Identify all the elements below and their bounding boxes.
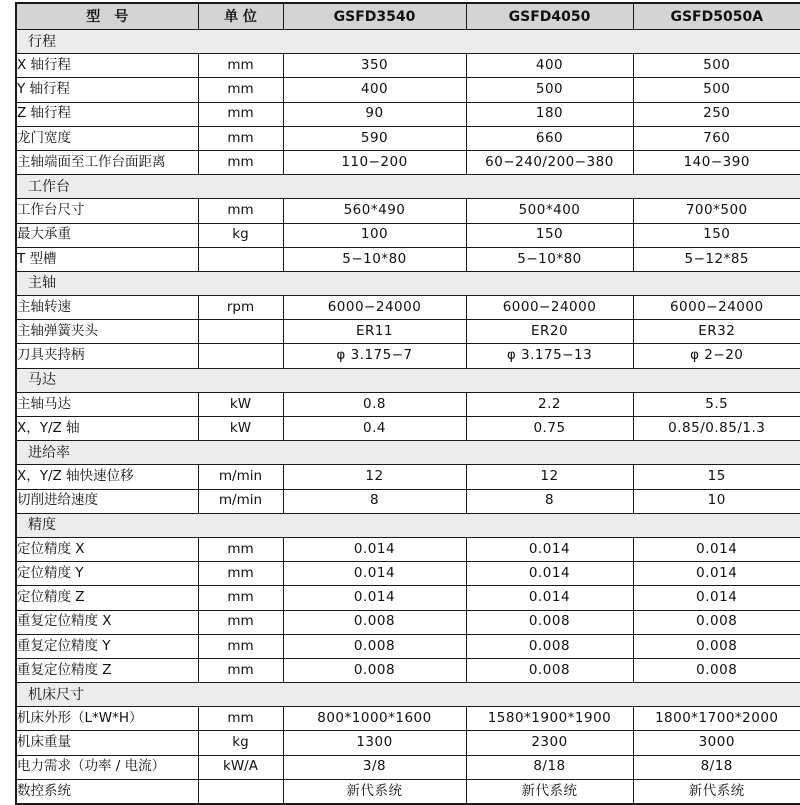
table-row (16, 78, 800, 102)
row-value-gsfd5050a: φ 2−20 (633, 344, 800, 368)
table-row (16, 126, 800, 150)
row-value-gsfd3540: 6000−24000 (283, 296, 466, 320)
row-value-gsfd4050: 8 (466, 489, 633, 513)
row-value-gsfd3540: ER11 (283, 320, 466, 344)
row-unit (198, 247, 283, 271)
row-unit: mm (198, 634, 283, 658)
row-value-gsfd5050a: 250 (633, 102, 800, 126)
row-value-gsfd3540: 0.014 (283, 537, 466, 561)
row-unit: m/min (198, 489, 283, 513)
row-label: 机床重量 (16, 731, 198, 755)
row-label: 主轴转速 (16, 296, 198, 320)
table-row (16, 562, 800, 586)
row-value-gsfd3540: 5−10*80 (283, 247, 466, 271)
row-value-gsfd5050a: 150 (633, 223, 800, 247)
table-row (16, 465, 800, 489)
row-label: 工作台尺寸 (16, 199, 198, 223)
row-unit: mm (198, 199, 283, 223)
row-value-gsfd3540: 90 (283, 102, 466, 126)
row-label: Y 轴行程 (16, 78, 198, 102)
table-row (16, 658, 800, 682)
spec-table (15, 2, 800, 805)
row-value-gsfd4050: 2300 (466, 731, 633, 755)
row-value-gsfd3540: 12 (283, 465, 466, 489)
row-value-gsfd4050: 60−240/200−380 (466, 150, 633, 174)
row-value-gsfd4050: 0.014 (466, 586, 633, 610)
header-model-gsfd3540: GSFD3540 (283, 3, 466, 30)
row-value-gsfd4050: 0.008 (466, 610, 633, 634)
row-unit: kW (198, 417, 283, 441)
section-title: 主轴 (16, 271, 800, 295)
row-value-gsfd4050: 660 (466, 126, 633, 150)
row-value-gsfd5050a: 140−390 (633, 150, 800, 174)
row-unit: mm (198, 54, 283, 78)
row-value-gsfd3540: 350 (283, 54, 466, 78)
row-label: 数控系统 (16, 779, 198, 804)
section-row (16, 513, 800, 537)
row-value-gsfd4050: 400 (466, 54, 633, 78)
row-value-gsfd4050: ER20 (466, 320, 633, 344)
header-model-gsfd5050a: GSFD5050A (633, 3, 800, 30)
section-title: 行程 (16, 30, 800, 54)
section-row (16, 683, 800, 707)
table-row (16, 247, 800, 271)
row-label: 主轴端面至工作台面距离 (16, 150, 198, 174)
row-value-gsfd5050a: 500 (633, 78, 800, 102)
row-value-gsfd4050: 0.014 (466, 562, 633, 586)
row-value-gsfd3540: 8 (283, 489, 466, 513)
row-value-gsfd4050: 150 (466, 223, 633, 247)
row-label: 切削进给速度 (16, 489, 198, 513)
row-value-gsfd5050a: 0.014 (633, 586, 800, 610)
row-unit: mm (198, 562, 283, 586)
section-row (16, 441, 800, 465)
table-row (16, 223, 800, 247)
row-value-gsfd4050: 1580*1900*1900 (466, 707, 633, 731)
row-value-gsfd4050: 12 (466, 465, 633, 489)
row-value-gsfd5050a: 760 (633, 126, 800, 150)
row-value-gsfd4050: 0.008 (466, 634, 633, 658)
row-unit: kg (198, 223, 283, 247)
row-label: X，Y/Z 轴快速位移 (16, 465, 198, 489)
header-model-gsfd4050: GSFD4050 (466, 3, 633, 30)
spec-sheet (15, 2, 800, 805)
row-value-gsfd5050a: 0.014 (633, 562, 800, 586)
row-label: 重复定位精度 X (16, 610, 198, 634)
row-unit: mm (198, 658, 283, 682)
section-row (16, 30, 800, 54)
row-value-gsfd5050a: 8/18 (633, 755, 800, 779)
row-value-gsfd5050a: 6000−24000 (633, 296, 800, 320)
table-row (16, 586, 800, 610)
row-value-gsfd5050a: 500 (633, 54, 800, 78)
row-value-gsfd3540: 110−200 (283, 150, 466, 174)
row-unit (198, 344, 283, 368)
row-value-gsfd5050a: 15 (633, 465, 800, 489)
row-label: 机床外形（L*W*H） (16, 707, 198, 731)
row-value-gsfd4050: 5−10*80 (466, 247, 633, 271)
row-value-gsfd5050a: 3000 (633, 731, 800, 755)
row-unit: m/min (198, 465, 283, 489)
section-title: 马达 (16, 368, 800, 392)
row-unit: mm (198, 102, 283, 126)
row-value-gsfd3540: φ 3.175−7 (283, 344, 466, 368)
table-row (16, 610, 800, 634)
row-label: 主轴弹簧夹头 (16, 320, 198, 344)
row-value-gsfd5050a: 1800*1700*2000 (633, 707, 800, 731)
header-unit-label: 单 位 (198, 3, 283, 30)
table-row (16, 392, 800, 416)
row-label: Z 轴行程 (16, 102, 198, 126)
section-title: 机床尺寸 (16, 683, 800, 707)
row-value-gsfd4050: 180 (466, 102, 633, 126)
table-row (16, 537, 800, 561)
row-unit: kW (198, 392, 283, 416)
row-value-gsfd3540: 0.8 (283, 392, 466, 416)
row-value-gsfd5050a: 0.008 (633, 610, 800, 634)
row-value-gsfd3540: 0.008 (283, 610, 466, 634)
row-value-gsfd5050a: 700*500 (633, 199, 800, 223)
row-label: 重复定位精度 Y (16, 634, 198, 658)
row-unit: kW/A (198, 755, 283, 779)
row-value-gsfd3540: 590 (283, 126, 466, 150)
table-row (16, 731, 800, 755)
row-value-gsfd5050a: 5−12*85 (633, 247, 800, 271)
row-label: 定位精度 Y (16, 562, 198, 586)
table-row (16, 150, 800, 174)
row-value-gsfd5050a: 新代系统 (633, 779, 800, 804)
table-row (16, 102, 800, 126)
row-value-gsfd4050: 2.2 (466, 392, 633, 416)
row-unit (198, 320, 283, 344)
row-value-gsfd3540: 3/8 (283, 755, 466, 779)
table-row (16, 634, 800, 658)
table-row (16, 320, 800, 344)
section-row (16, 175, 800, 199)
row-unit (198, 779, 283, 804)
row-value-gsfd4050: φ 3.175−13 (466, 344, 633, 368)
header-model-label: 型 号 (16, 3, 198, 30)
row-value-gsfd5050a: 0.85/0.85/1.3 (633, 417, 800, 441)
table-row (16, 707, 800, 731)
section-title: 精度 (16, 513, 800, 537)
row-value-gsfd4050: 0.75 (466, 417, 633, 441)
table-row (16, 489, 800, 513)
row-value-gsfd4050: 6000−24000 (466, 296, 633, 320)
row-label: 定位精度 Z (16, 586, 198, 610)
row-label: X 轴行程 (16, 54, 198, 78)
table-row (16, 779, 800, 804)
section-title: 工作台 (16, 175, 800, 199)
row-value-gsfd3540: 400 (283, 78, 466, 102)
row-unit: mm (198, 707, 283, 731)
row-label: 刀具夹持柄 (16, 344, 198, 368)
row-value-gsfd5050a: 0.008 (633, 658, 800, 682)
row-value-gsfd3540: 0.014 (283, 586, 466, 610)
section-row (16, 271, 800, 295)
header-row (16, 3, 800, 30)
row-unit: rpm (198, 296, 283, 320)
row-value-gsfd4050: 500*400 (466, 199, 633, 223)
row-unit: mm (198, 586, 283, 610)
row-value-gsfd5050a: ER32 (633, 320, 800, 344)
row-unit: mm (198, 150, 283, 174)
row-label: 主轴马达 (16, 392, 198, 416)
row-value-gsfd3540: 0.4 (283, 417, 466, 441)
row-unit: mm (198, 78, 283, 102)
row-value-gsfd3540: 0.014 (283, 562, 466, 586)
table-row (16, 417, 800, 441)
row-unit: mm (198, 126, 283, 150)
row-label: 最大承重 (16, 223, 198, 247)
row-value-gsfd3540: 560*490 (283, 199, 466, 223)
row-value-gsfd5050a: 10 (633, 489, 800, 513)
section-title: 进给率 (16, 441, 800, 465)
row-label: 电力需求（功率 / 电流） (16, 755, 198, 779)
row-value-gsfd3540: 0.008 (283, 634, 466, 658)
row-value-gsfd5050a: 0.014 (633, 537, 800, 561)
row-unit: mm (198, 610, 283, 634)
row-label: X，Y/Z 轴 (16, 417, 198, 441)
table-row (16, 755, 800, 779)
table-row (16, 54, 800, 78)
table-row (16, 199, 800, 223)
table-row (16, 344, 800, 368)
row-value-gsfd4050: 新代系统 (466, 779, 633, 804)
row-label: 定位精度 X (16, 537, 198, 561)
row-value-gsfd3540: 800*1000*1600 (283, 707, 466, 731)
row-value-gsfd3540: 新代系统 (283, 779, 466, 804)
row-value-gsfd5050a: 5.5 (633, 392, 800, 416)
row-value-gsfd4050: 0.014 (466, 537, 633, 561)
row-label: T 型槽 (16, 247, 198, 271)
row-value-gsfd3540: 1300 (283, 731, 466, 755)
row-unit: mm (198, 537, 283, 561)
section-row (16, 368, 800, 392)
row-value-gsfd4050: 500 (466, 78, 633, 102)
row-value-gsfd3540: 0.008 (283, 658, 466, 682)
row-label: 重复定位精度 Z (16, 658, 198, 682)
row-unit: kg (198, 731, 283, 755)
row-label: 龙门宽度 (16, 126, 198, 150)
table-row (16, 296, 800, 320)
row-value-gsfd3540: 100 (283, 223, 466, 247)
row-value-gsfd4050: 8/18 (466, 755, 633, 779)
row-value-gsfd4050: 0.008 (466, 658, 633, 682)
row-value-gsfd5050a: 0.008 (633, 634, 800, 658)
